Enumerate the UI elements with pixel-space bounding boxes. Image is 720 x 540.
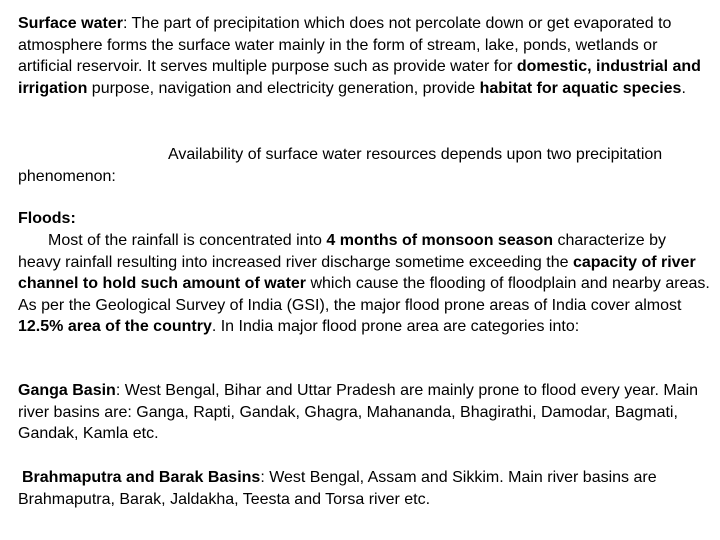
surface-water-paragraph: Surface water: The part of precipitation which does not percolate down or get evaporated to atmosphere forms the surface water mainly in the form of stream, lake, ponds, wetlands or artificial reservoir. It serves multiple purpose such as provide water for domestic, industrial and irrigation purpose, navigation and electricity generation, provide habitat for aquatic species. [18,15,701,97]
brahmaputra-paragraph: Brahmaputra and Barak Basins: West Bengal, Assam and Sikkim. Main river basins are Brahmaputra, Barak, Jaldakha, Teesta and Torsa river etc. [18,469,657,508]
ganga-basin-heading: Ganga Basin [18,382,116,399]
surface-water-heading: Surface water [18,15,123,32]
ganga-basin-paragraph: Ganga Basin: West Bengal, Bihar and Uttar Pradesh are mainly prone to flood every year. Main river basins are: Ganga, Rapti, Gandak, Ghagra, Mahananda, Bhagirathi, Damodar, Bagmati, Gandak, Kamla etc. [18,382,699,442]
floods-heading: Floods: [18,210,76,227]
floods-paragraph: Most of the rainfall is concentrated into 4 months of monsoon season characterize by heavy rainfall resulting into increased river discharge sometime exceeding the capacity of river channel to hold such amount of water which cause the flooding of floodplain and nearby areas. As per the Geological Survey of India (GSI), the major flood prone areas of India cover almost 12.5% area of the country. In India major flood prone area are categories into: [18,232,710,335]
brahmaputra-heading: Brahmaputra and Barak Basins [22,469,261,486]
availability-paragraph: Availability of surface water resources depends upon two precipitation phenomenon: [18,146,663,185]
